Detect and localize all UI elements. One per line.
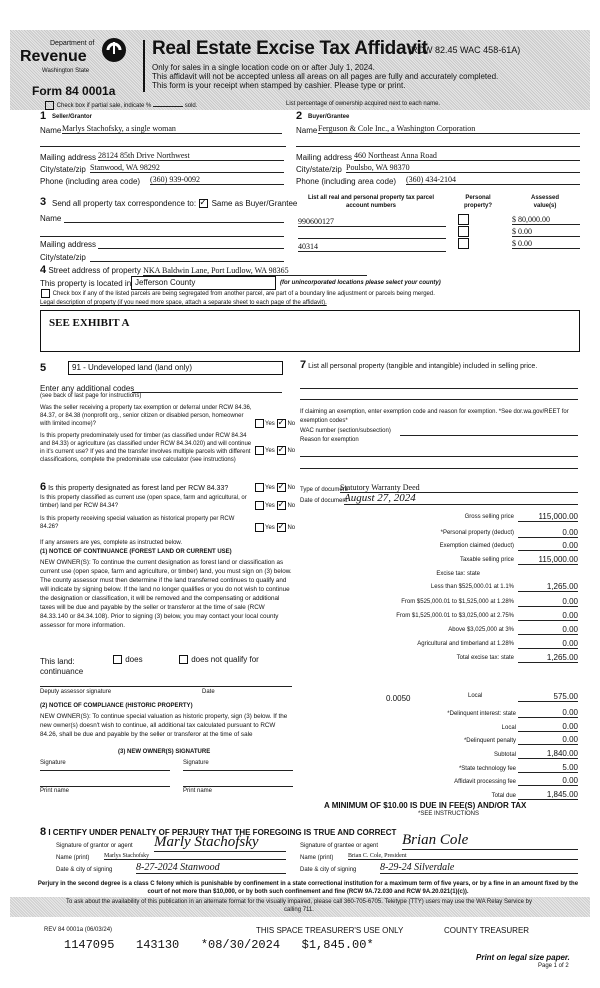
deputy-signature-label: Deputy assessor signature <box>40 689 112 695</box>
buyer-phone[interactable]: (360) 434-2104 <box>406 175 580 185</box>
parcel-number-3[interactable]: 40314 <box>298 242 318 251</box>
this-land-label: This land: <box>40 657 75 666</box>
partial-sale-sold: sold. <box>184 103 198 110</box>
tax-row-label: Above $3,025,000 at 3% <box>448 627 514 633</box>
form-title: Real Estate Excise Tax Affidavit <box>152 38 428 59</box>
seller-mailing-label: Mailing address <box>40 153 97 162</box>
partial-sale-label: Check box if partial sale, indicate % <box>56 103 152 110</box>
legal-description-box[interactable] <box>40 310 580 352</box>
same-as-buyer-label: Same as Buyer/Grantee <box>211 199 298 208</box>
tax-row-value[interactable]: 115,000.00 <box>538 512 578 521</box>
rev-number: REV 84 0001a (06/03/24) <box>44 927 113 933</box>
tax-row-value[interactable]: 0.00 <box>562 611 578 620</box>
if-yes-note: If any answers are yes, complete as instructed below. <box>40 540 183 546</box>
tax-row-underline <box>518 606 578 607</box>
additional-codes-label: Enter any additional codes <box>40 384 135 393</box>
form-number: Form 84 0001a <box>32 84 116 98</box>
historic-answer <box>254 523 295 532</box>
current-use-question: Is this property classified as current use (open space, farm and agricultural, or timber) land per RCW 84.34? <box>40 495 247 509</box>
dor-logo <box>20 34 132 80</box>
owner-print-label-2: Print name <box>183 788 213 794</box>
perjury-notice: Perjury in the second degree is a class C felony which is punishable by confinement in a state correctional institution for a maximum term of five years, or by a fine in an amount fixed by the court of not more than $10,000, or by both such confinement and fine (RCW 9A.72.030 and RCW 9A.20.021(1)(c)). <box>37 881 579 895</box>
current-use-answer <box>254 501 295 510</box>
penalty-label: *Delinquent penalty <box>463 738 516 744</box>
forest-land-question: Is this property designated as forest land per RCW 84.33? <box>48 485 229 492</box>
historic-question: Is this property receiving special valuation as historical property per RCW 84.26? <box>40 516 235 530</box>
grantee-signature[interactable]: Brian Cole <box>402 832 578 850</box>
yes-label: Yes <box>265 485 275 492</box>
tech-fee-value[interactable]: 5.00 <box>562 763 578 772</box>
s3-name-label: Name <box>40 214 62 223</box>
q-exemption-answer <box>254 419 295 428</box>
see-back: (see back of last page for instructions) <box>40 393 142 399</box>
legal-label: Legal description of property (if you need more space, attach a separate sheet to each page of the affidavit). <box>40 300 327 306</box>
historic-no-checkbox[interactable] <box>277 523 286 532</box>
yes-label: Yes <box>265 421 275 428</box>
doc-date-label: Date of document <box>300 498 348 504</box>
section-6-q1: 6 Is this property designated as forest land per RCW 84.33? <box>40 481 229 493</box>
historic-yes-checkbox[interactable] <box>255 523 264 532</box>
seller-city[interactable]: Stanwood, WA 98292 <box>90 163 284 173</box>
section-2-number: 2 <box>296 110 303 122</box>
seller-phone-label: Phone (including area code) <box>40 177 141 186</box>
buyer-mailing[interactable]: 460 Northeast Anna Road <box>354 151 580 161</box>
parcel-header: List all real and personal property tax parcel account numbers <box>307 195 435 209</box>
delinquent-local-label: Local <box>501 725 516 731</box>
does-label: does <box>125 655 143 664</box>
owner-signature-label-1: Signature <box>40 760 66 766</box>
section-4-street: 4 Street address of property NKA Baldwin Lane, Port Ludlow, WA 98365 <box>40 264 367 276</box>
personal-checkbox-2[interactable] <box>458 226 469 237</box>
penalty-value[interactable]: 0.00 <box>562 735 578 744</box>
tax-row-value[interactable]: 0.00 <box>562 541 578 550</box>
local-tax-value[interactable]: 575.00 <box>553 692 578 701</box>
forest-yes-checkbox[interactable] <box>255 483 264 492</box>
local-tax-label: Local <box>468 693 483 699</box>
tech-fee-label: *State technology fee <box>458 766 516 772</box>
reason-label: Reason for exemption <box>300 437 359 443</box>
tax-row-underline <box>518 591 578 592</box>
tax-row-value[interactable]: 0.00 <box>562 597 578 606</box>
tax-row-label: From $1,525,000.01 to $3,025,000 at 2.75% <box>396 613 514 619</box>
tax-row-underline <box>518 648 578 649</box>
total-due-value[interactable]: 1,845.00 <box>546 790 578 799</box>
street-label: Street address of property <box>48 266 141 275</box>
forest-answer <box>254 483 295 492</box>
delinquent-state-label: *Delinquent interest: state <box>447 711 516 717</box>
q-timber-answer <box>254 446 295 455</box>
current-use-yes-checkbox[interactable] <box>255 501 264 510</box>
dept-line3: Washington State <box>42 68 90 74</box>
yes-label: Yes <box>265 525 275 532</box>
section-1-number: 1 <box>40 110 47 122</box>
new-owner-signature-heading: (3) NEW OWNER(S) SIGNATURE <box>118 749 211 755</box>
total-due-label: Total due <box>491 793 516 799</box>
section-3-label <box>52 199 297 208</box>
seller-mailing[interactable]: 28124 85th Drive Northwest <box>98 151 284 161</box>
notice2-text: NEW OWNER(S): To continue special valuation as historic property, sign (3) below. If the new owner(s) doesn't wish to continue, all additional tax calculated pursuant to RCW 84.26, shall be due and payable by the seller or transferor at the time of sale <box>40 713 288 738</box>
continuance-label: continuance <box>40 667 84 676</box>
street-address[interactable]: NKA Baldwin Lane, Port Ludlow, WA 98365 <box>143 266 367 276</box>
partial-sale-checkbox[interactable] <box>45 101 54 110</box>
buyer-phone-label: Phone (including area code) <box>296 177 397 186</box>
timber-no-checkbox[interactable] <box>277 446 286 455</box>
partial-sale <box>44 101 197 110</box>
notice1-text: NEW OWNER(S): To continue the current designation as forest land or classification as current use (open space, farm and agriculture, or timber) land, you must sign on (3) below. The county assessor must then determine if the land transferred continues to qualify and will indicate by signing below. If the land no longer qualifies or you do not wish to continue the designation or classification, it will be removed and the compensating or additional taxes will be due and payable by the seller or transferor at the time of sale (RCW 84.33.140 or 84.34.108). Prior to signing (3) below, you may contact your local county assessor for more information. <box>40 559 292 629</box>
delinquent-local-value[interactable]: 0.00 <box>562 722 578 731</box>
tax-row-value[interactable]: 0.00 <box>562 639 578 648</box>
owner-print-label-1: Print name <box>40 788 70 794</box>
tax-row-label: Agricultural and timberland at 1.28% <box>417 641 514 647</box>
delinquent-state-value[interactable]: 0.00 <box>562 708 578 717</box>
grantee-signature-label: Signature of grantee or agent <box>300 843 379 849</box>
page-number: Page 1 of 2 <box>538 963 569 969</box>
no-label: No <box>287 503 296 510</box>
seller-city-label: City/state/zip <box>40 165 86 174</box>
tax-row-label: Total excise tax: state <box>456 655 514 661</box>
assessed-value-3[interactable]: $ 0.00 <box>512 239 580 249</box>
form-statute: (RCW 82.45 WAC 458-61A) <box>408 45 521 55</box>
buyer-name[interactable]: Ferguson & Cole Inc., a Washington Corporation <box>318 124 580 134</box>
does-option <box>112 655 143 664</box>
notice1-title: (1) NOTICE OF CONTINUANCE (FOREST LAND OR CURRENT USE) <box>40 549 232 555</box>
personal-checkbox-1[interactable] <box>458 214 469 225</box>
forest-no-checkbox[interactable] <box>277 483 286 492</box>
see-instructions: *SEE INSTRUCTIONS <box>418 811 480 817</box>
tax-row-value[interactable]: 115,000.00 <box>538 555 578 564</box>
owner-signature-label-2: Signature <box>183 760 209 766</box>
minimum-due-note: A MINIMUM OF $10.00 IS DUE IN FEE(S) AND/OR TAX <box>324 801 527 810</box>
located-label: This property is located in <box>40 279 132 288</box>
county-treasurer: COUNTY TREASURER <box>444 926 530 935</box>
dor-logo-icon <box>100 36 128 64</box>
tax-row-value[interactable]: 0.00 <box>562 625 578 634</box>
tax-row-underline <box>518 521 578 522</box>
header-note2: This affidavit will not be accepted unless all areas on all pages are fully and accurately completed. <box>152 72 499 81</box>
s3-city-label: City/state/zip <box>40 253 86 262</box>
dept-line2: Revenue <box>20 48 87 65</box>
tax-row-label: Excise tax: state <box>436 571 480 577</box>
segregated-checkbox[interactable] <box>41 289 50 298</box>
county-note: (for unincorporated locations please select your county) <box>280 280 441 286</box>
processing-fee-label: Affidavit processing fee <box>454 779 516 785</box>
seller-name[interactable]: Marlys Stachofsky, a single woman <box>62 124 282 134</box>
tax-row-label: Gross selling price <box>464 514 514 520</box>
grantor-signature[interactable]: Marly Stachofsky <box>154 834 286 852</box>
subtotal-value[interactable]: 1,840.00 <box>546 749 578 758</box>
grantor-date-label: Date & city of signing <box>56 867 113 873</box>
tax-row-underline <box>518 620 578 621</box>
alt-format-notice: To ask about the availability of this publication in an alternate format for the visually impaired, please call 360-705-6705. Teletype (TTY) users may use the WA Relay Service by calling 711. <box>66 899 532 913</box>
s3-mailing-label: Mailing address <box>40 240 97 249</box>
tax-row-underline <box>518 634 578 635</box>
grantor-date[interactable]: 8-27-2024 Stanwood <box>136 862 286 874</box>
land-use-select[interactable]: 91 - Undeveloped land (land only) <box>68 361 283 375</box>
header-note1: Only for sales in a single location code on or after July 1, 2024. <box>152 63 375 72</box>
timber-yes-checkbox[interactable] <box>255 446 264 455</box>
seller-label: Seller/Grantor <box>52 114 93 120</box>
receipt-stamp: 1147095 143130 *08/30/2024 $1,845.00* <box>64 938 374 952</box>
tax-row-underline <box>518 564 578 565</box>
buyer-name-label: Name <box>296 126 318 135</box>
ownership-note: List percentage of ownership acquired next to each name. <box>286 101 441 107</box>
county-select[interactable]: Jefferson County <box>131 276 276 290</box>
tax-row-label: Taxable selling price <box>459 557 514 563</box>
does-not-option <box>178 655 259 664</box>
same-as-buyer-checkbox[interactable] <box>199 199 208 208</box>
section-5-number: 5 <box>40 362 47 374</box>
certify-statement: I CERTIFY UNDER PENALTY OF PERJURY THAT THE FOREGOING IS TRUE AND CORRECT <box>48 828 397 837</box>
q-exemption: Was the seller receiving a property tax exemption or deferral under RCW 84.36, 84.37, or 84.38 (nonprofit org., senior citizen or disabled person, homeowner with limited income)? <box>40 405 252 427</box>
tax-row-value[interactable]: 1,265.00 <box>546 653 578 662</box>
exemption-yes-checkbox[interactable] <box>255 419 264 428</box>
legal-paper-note: Print on legal size paper. <box>476 953 570 962</box>
doc-type[interactable]: Statutory Warranty Deed <box>340 483 578 493</box>
tax-row-label: From $525,000.01 to $1,525,000 at 1.28% <box>401 599 514 605</box>
current-use-no-checkbox[interactable] <box>277 501 286 510</box>
grantee-date[interactable]: 8-29-24 Silverdale <box>380 862 578 874</box>
exemption-claim-label: If claiming an exemption, enter exemption code and reason for exemption. *See dor.wa.gov/REET for exemption codes* <box>300 409 569 424</box>
does-not-label: does not qualify for <box>191 655 259 664</box>
no-label: No <box>287 421 296 428</box>
doc-type-label: Type of document <box>300 487 348 493</box>
buyer-label: Buyer/Grantee <box>308 114 350 120</box>
subtotal-label: Subtotal <box>493 752 516 758</box>
buyer-city[interactable]: Poulsbo, WA 98370 <box>346 163 580 173</box>
grantor-name[interactable]: Marlys Stachofsky <box>104 853 286 860</box>
certify-heading: 8 I CERTIFY UNDER PENALTY OF PERJURY THAT THE FOREGOING IS TRUE AND CORRECT <box>40 826 397 838</box>
wac-label: WAC number (section/subsection) <box>300 428 391 434</box>
title-divider <box>143 40 145 92</box>
grantee-date-label: Date & city of signing <box>300 867 357 873</box>
grantee-name-label: Name (print) <box>300 855 334 861</box>
buyer-city-label: City/state/zip <box>296 165 342 174</box>
tax-row-underline <box>518 537 578 538</box>
tax-row-underline <box>518 550 578 551</box>
deputy-date-label: Date <box>202 689 215 695</box>
tax-row-label: Exemption claimed (deduct) <box>439 543 514 549</box>
personal-header: Personal property? <box>463 195 492 209</box>
header-note3: This form is your receipt when stamped by cashier. Please type or print. <box>152 81 406 90</box>
grantor-name-label: Name (print) <box>56 855 90 861</box>
treasurer-use: THIS SPACE TREASURER'S USE ONLY <box>256 926 404 935</box>
buyer-mailing-label: Mailing address <box>296 153 353 162</box>
no-label: No <box>287 448 296 455</box>
assessed-header: Assessed value(s) <box>530 195 560 209</box>
personal-property-label: List all personal property (tangible and intangible) included in selling price. <box>308 363 538 370</box>
does-checkbox[interactable] <box>113 655 122 664</box>
legal-description: SEE EXHIBIT A <box>49 317 130 329</box>
segregated-label: Check box if any of the listed parcels are being segregated from another parcel, are part of a boundary line adjustment or parcels being merged. <box>52 291 435 298</box>
assessed-value-2[interactable]: $ 0.00 <box>512 227 580 237</box>
local-rate[interactable]: 0.0050 <box>386 694 411 703</box>
tax-row-label: Less than $525,000.01 at 1.1% <box>430 584 514 590</box>
yes-label: Yes <box>265 448 275 455</box>
tax-row-value[interactable]: 0.00 <box>562 528 578 537</box>
seller-phone[interactable]: (360) 939-0092 <box>150 175 284 185</box>
tax-row-value[interactable]: 1,265.00 <box>546 582 578 591</box>
personal-checkbox-3[interactable] <box>458 238 469 249</box>
does-not-checkbox[interactable] <box>179 655 188 664</box>
section-3-number: 3 <box>40 196 47 208</box>
yes-label: Yes <box>265 503 275 510</box>
dept-line1: Department of <box>50 40 95 47</box>
tax-row-underline <box>518 662 578 663</box>
correspondence-label: Send all property tax correspondence to: <box>52 199 197 208</box>
processing-fee-value[interactable]: 0.00 <box>562 776 578 785</box>
grantor-signature-label: Signature of grantor or agent <box>56 843 133 849</box>
doc-date[interactable]: August 27, 2024 <box>344 492 578 505</box>
seller-name-label: Name <box>40 126 62 135</box>
grantee-name[interactable]: Brian C. Cole, President <box>348 853 578 860</box>
tax-row-label: *Personal property (deduct) <box>440 530 514 536</box>
q-timber: Is this property predominately used for timber (as classified under RCW 84.34 and 84.33) or agriculture (as classified under RCW 84.34.020) and will continue in it's current use? If yes and the transfer involves multiple parcels with different classifications, complete the predominate use calculator (see instructions) <box>40 433 252 463</box>
assessed-value-1[interactable]: $ 80,000.00 <box>512 215 580 225</box>
section-7-label: 7 List all personal property (tangible and intangible) included in selling price. <box>300 359 538 371</box>
no-label: No <box>287 525 296 532</box>
parcel-number-1[interactable]: 990600127 <box>298 217 334 226</box>
exemption-no-checkbox[interactable] <box>277 419 286 428</box>
segregated-row <box>40 289 590 298</box>
notice2-title: (2) NOTICE OF COMPLIANCE (HISTORIC PROPERTY) <box>40 703 193 709</box>
no-label: No <box>287 485 296 492</box>
